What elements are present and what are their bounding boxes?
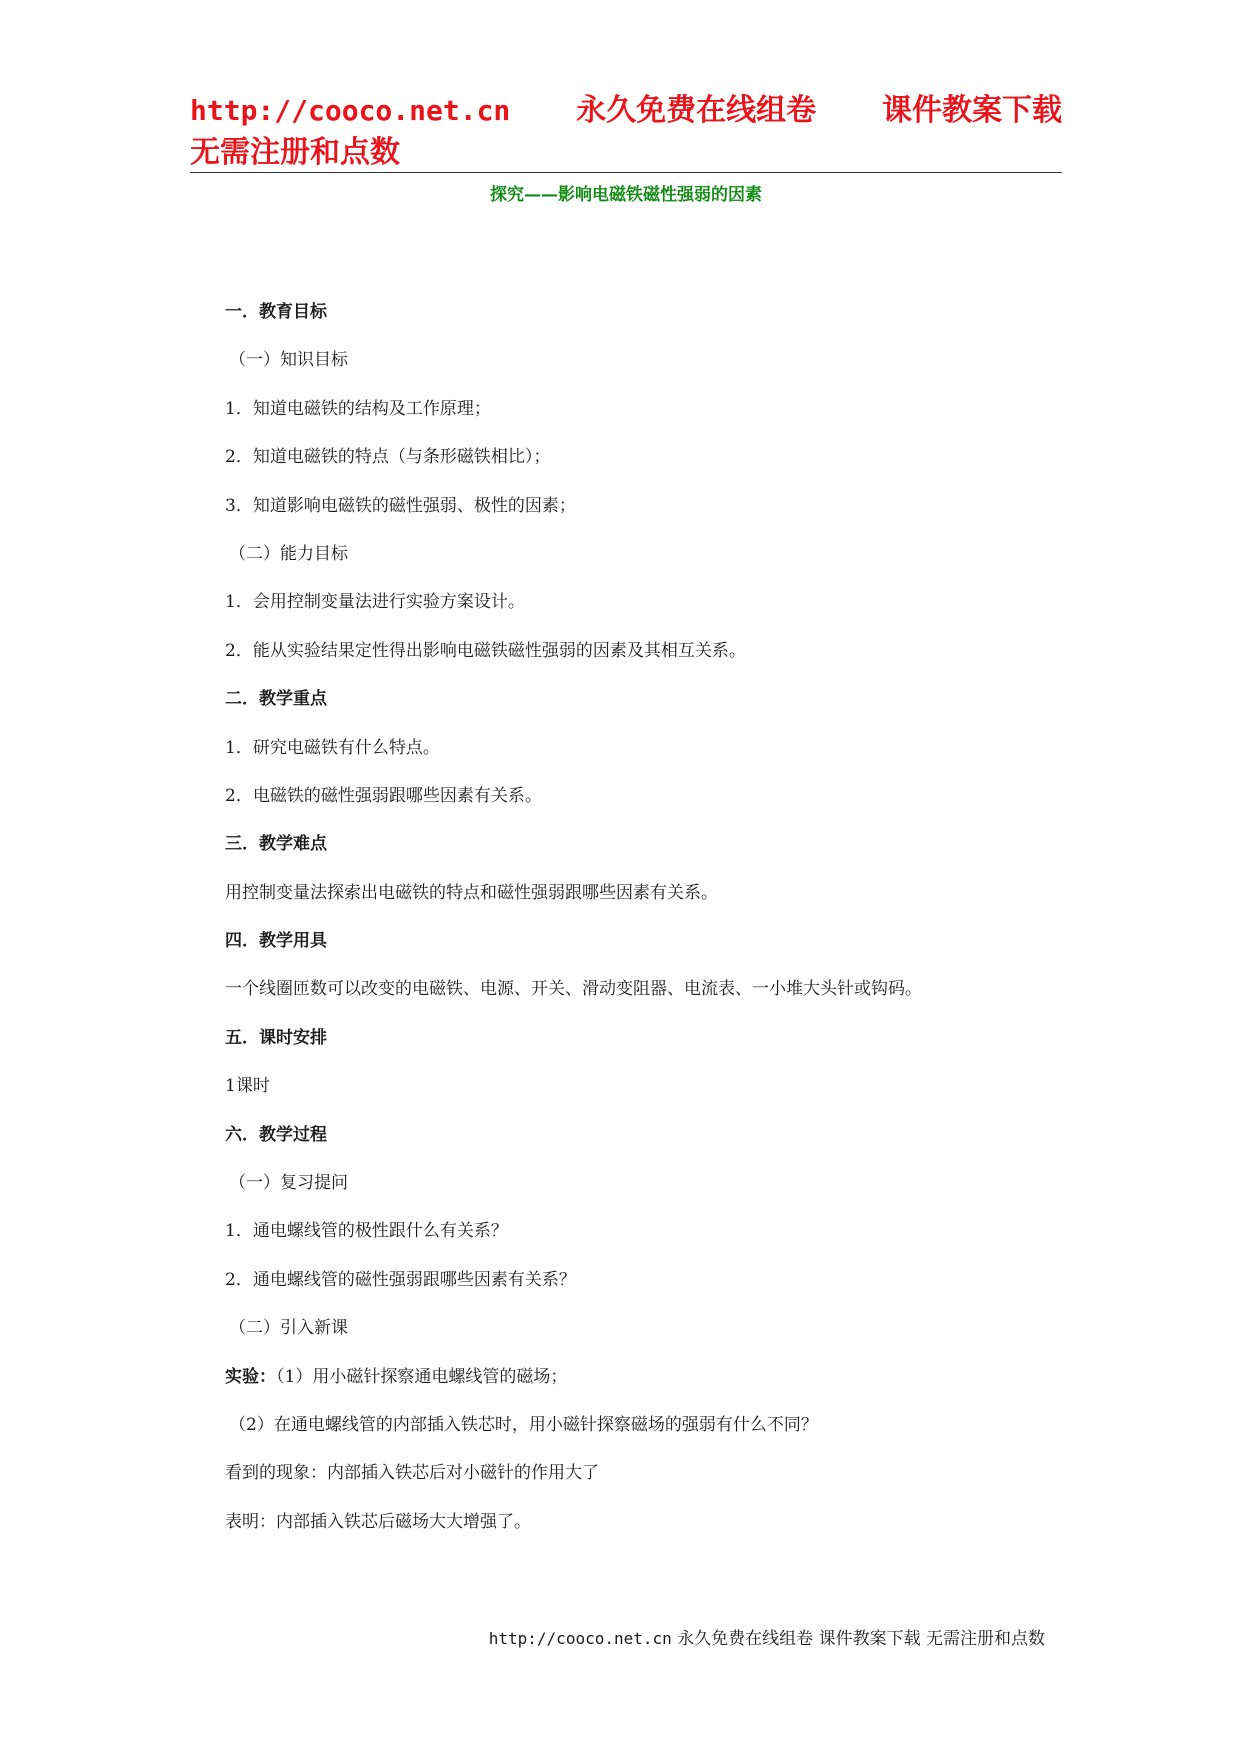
subsection-new-lesson: （二）引入新课 bbox=[229, 1318, 348, 1339]
section-heading-key-points: 二．教学重点 bbox=[225, 689, 327, 710]
list-item: 2．能从实验结果定性得出影响电磁铁磁性强弱的因素及其相互关系。 bbox=[225, 640, 746, 661]
header-slogan-free: 永久免费在线组卷 bbox=[576, 93, 817, 128]
list-item: 1．通电螺线管的极性跟什么有关系？ bbox=[225, 1221, 508, 1242]
document-title: 探究——影响电磁铁磁性强弱的因素 bbox=[490, 185, 762, 205]
experiment-step-2: （2）在通电螺线管的内部插入铁芯时，用小磁针探察磁场的强弱有什么不同？ bbox=[229, 1414, 818, 1435]
paragraph: 看到的现象：内部插入铁芯后对小磁针的作用大了 bbox=[225, 1463, 599, 1484]
page-footer bbox=[489, 1624, 1045, 1649]
list-item: 2．通电螺线管的磁性强弱跟哪些因素有关系？ bbox=[225, 1269, 576, 1290]
section-heading-goals: 一．教育目标 bbox=[225, 302, 327, 322]
experiment-line bbox=[225, 1365, 1045, 1389]
list-item: 1．研究电磁铁有什么特点。 bbox=[225, 737, 440, 758]
footer-text: 永久免费在线组卷 课件教案下载 无需注册和点数 bbox=[677, 1629, 1045, 1649]
paragraph: 用控制变量法探索出电磁铁的特点和磁性强弱跟哪些因素有关系。 bbox=[225, 882, 718, 903]
header-slogan-noregister: 无需注册和点数 bbox=[190, 135, 400, 170]
header-url-link[interactable]: http://cooco.net.cn bbox=[190, 94, 511, 127]
list-item: 2．电磁铁的磁性强弱跟哪些因素有关系。 bbox=[225, 785, 542, 806]
experiment-step-1: （1）用小磁针探察通电螺线管的磁场； bbox=[276, 1366, 568, 1387]
header-row bbox=[190, 90, 1062, 132]
paragraph: 1课时 bbox=[225, 1076, 270, 1097]
list-item: 2．知道电磁铁的特点（与条形磁铁相比）； bbox=[225, 447, 551, 468]
document-body bbox=[225, 300, 1045, 1558]
list-item: 3．知道影响电磁铁的磁性强弱、极性的因素； bbox=[225, 495, 576, 516]
experiment-label: 实验： bbox=[225, 1366, 276, 1387]
list-item: 1．会用控制变量法进行实验方案设计。 bbox=[225, 592, 525, 613]
subsection-knowledge-goals: （一）知识目标 bbox=[229, 350, 348, 371]
section-heading-process: 六．教学过程 bbox=[225, 1124, 327, 1145]
section-heading-schedule: 五．课时安排 bbox=[225, 1027, 327, 1048]
section-heading-difficulties: 三．教学难点 bbox=[225, 834, 327, 855]
header-divider bbox=[190, 172, 1062, 173]
header-slogan-download: 课件教案下载 bbox=[881, 93, 1062, 128]
subsection-ability-goals: （二）能力目标 bbox=[229, 543, 348, 564]
subsection-review: （一）复习提问 bbox=[229, 1173, 348, 1194]
paragraph: 表明：内部插入铁芯后磁场大大增强了。 bbox=[225, 1511, 531, 1532]
paragraph: 一个线圈匝数可以改变的电磁铁、电源、开关、滑动变阻器、电流表、一小堆大头针或钩码。 bbox=[225, 979, 922, 1000]
site-header bbox=[190, 90, 1062, 174]
footer-url-link[interactable]: http://cooco.net.cn bbox=[488, 1629, 672, 1648]
list-item: 1．知道电磁铁的结构及工作原理； bbox=[225, 398, 491, 419]
section-heading-tools: 四．教学用具 bbox=[225, 931, 327, 952]
